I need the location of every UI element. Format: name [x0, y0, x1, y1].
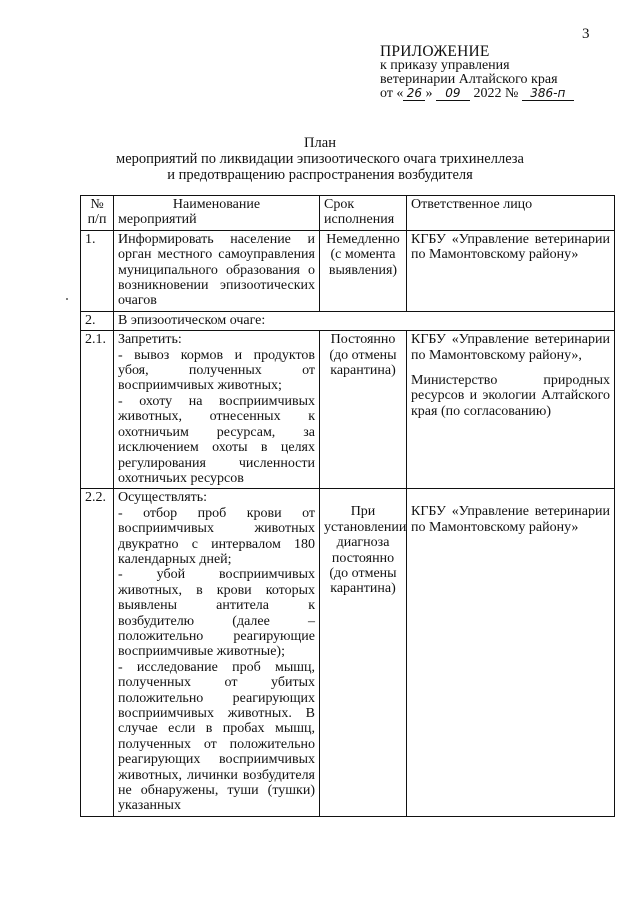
scan-speck: [66, 298, 68, 300]
handwritten-day: 26: [403, 87, 425, 101]
header-term: [320, 196, 407, 231]
header-num-line-1: №: [90, 197, 104, 212]
spacer: [324, 490, 402, 504]
spacer: [411, 363, 610, 373]
table-row: [81, 489, 615, 817]
row-term: Немедленно (с момента выявления): [320, 230, 407, 311]
date-prefix: от «: [380, 86, 404, 101]
table-header-row: [81, 196, 615, 231]
action-item: - убой восприимчивых животных, в крови которых выявлены антитела к возбудителю (далее – положительно реагирующие восприимчивые животные);: [118, 567, 315, 660]
responsible-2: Министерство природных ресурсов и экологии Алтайского края (по согласованию): [411, 373, 610, 419]
handwritten-number: 386-п: [522, 87, 574, 101]
action-item: - отбор проб крови от восприимчивых животных двукратно с интервалом 180 календарных дней;: [118, 505, 315, 567]
row-term: [320, 489, 407, 817]
action-item: - вывоз кормов и продуктов убоя, полученных от восприимчивых животных;: [118, 347, 315, 394]
row-action: [114, 331, 320, 489]
plan-table: [80, 195, 615, 817]
row-responsible: [407, 489, 615, 817]
header-responsible: Ответственное лицо: [407, 196, 615, 231]
header-name-line-2: мероприятий: [118, 212, 197, 228]
appendix-line-2: ветеринарии Алтайского края: [380, 72, 558, 87]
table-row: [81, 311, 615, 330]
header-term-line-1: Срок: [324, 197, 355, 212]
date-mid: »: [425, 86, 433, 101]
row-action: [114, 489, 320, 817]
header-name: [114, 196, 320, 231]
handwritten-month: 09: [436, 87, 470, 101]
section-title: В эпизоотическом очаге:: [114, 311, 615, 330]
year-label: 2022 №: [473, 86, 519, 101]
header-num-line-2: п/п: [87, 212, 107, 228]
row-num: 2.: [81, 311, 114, 330]
row-num: 2.2.: [81, 489, 114, 817]
appendix-date-line: [380, 87, 574, 101]
responsible-1: КГБУ «Управление ветеринарии по Мамонтовскому району»,: [411, 332, 610, 363]
row-responsible: КГБУ «Управление ветеринарии по Мамонтовскому району»: [407, 230, 615, 311]
row-num: 2.1.: [81, 331, 114, 489]
table-row: [81, 331, 615, 489]
header-num: [81, 196, 114, 231]
spacer: [411, 490, 610, 504]
row-num: 1.: [81, 230, 114, 311]
plan-subtitle-1: мероприятий по ликвидации эпизоотического очага трихинеллеза: [116, 151, 524, 167]
action-title: Осуществлять:: [118, 490, 208, 506]
plan-title: План: [304, 135, 336, 151]
appendix-line-1: к приказу управления: [380, 58, 510, 73]
term-text: При установлении диагноза постоянно (до отмены карантина): [324, 504, 407, 597]
row-responsible: [407, 331, 615, 489]
action-title: Запретить:: [118, 332, 182, 348]
action-item: - исследование проб мышц, полученных от убитых положительно реагирующих восприимчивых животных. В случае если в пробах мышц, полученных от положительно реагирующих восприимчивых животных, личинки возбудителя не обнаружены, туши (тушки) указанных: [118, 659, 315, 814]
header-name-line-1: Наименование: [172, 197, 261, 212]
plan-title-block: [0, 135, 640, 183]
plan-subtitle-2: и предотвращению распространения возбудителя: [167, 167, 473, 183]
table-row: [81, 230, 615, 311]
row-action: Информировать население и орган местного самоуправления муниципального образования о возникновении эпизоотических очагов: [114, 230, 320, 311]
header-term-line-2: исполнения: [324, 212, 395, 228]
responsible-1: КГБУ «Управление ветеринарии по Мамонтовскому району»: [411, 504, 610, 535]
page-number: 3: [582, 26, 590, 42]
action-item: - охоту на восприимчивых животных, отнесенных к охотничьим ресурсам, за исключением охоты в целях регулирования численности охотничьих ресурсов: [118, 393, 315, 486]
row-term: Постоянно (до отмены карантина): [320, 331, 407, 489]
appendix-title: ПРИЛОЖЕНИЕ: [380, 43, 490, 60]
appendix-header: [380, 45, 574, 101]
